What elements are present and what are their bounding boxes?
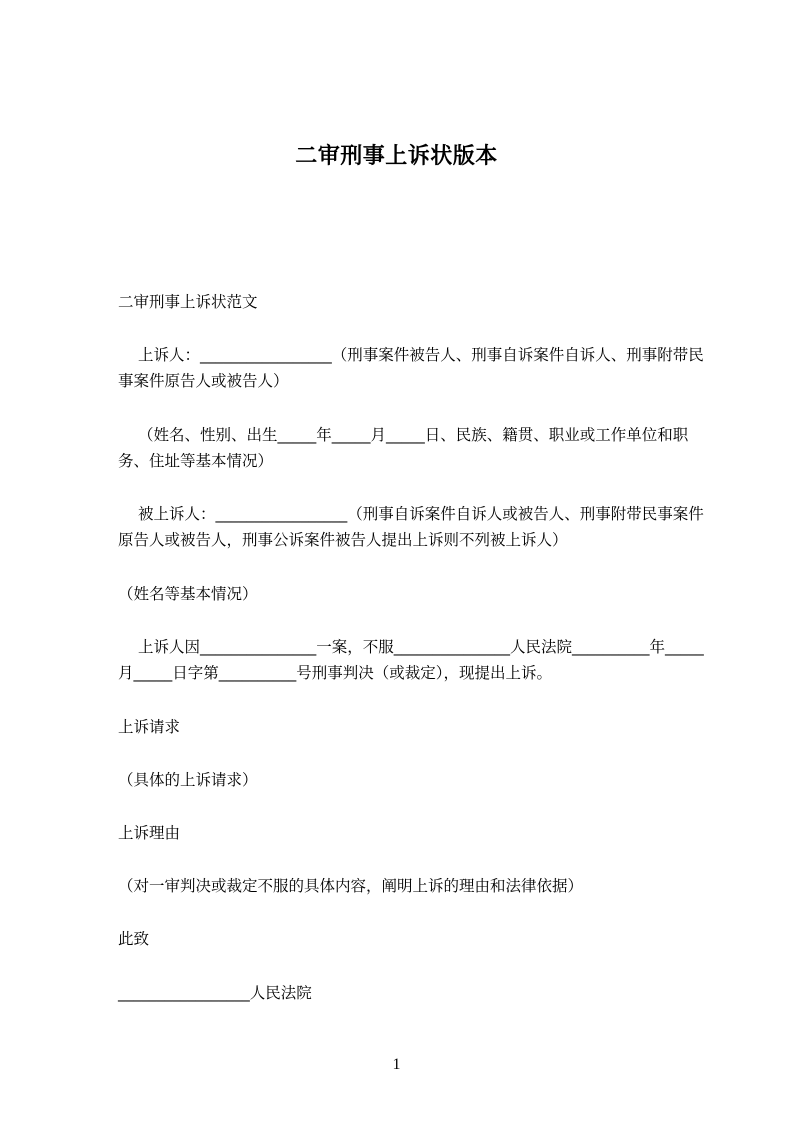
- paragraph-appellee-info: （姓名等基本情况）: [118, 585, 258, 603]
- paragraph-case-statement: 上诉人因_______________一案，不服_______________人民法院__________年_____月_____日字第__________号刑事判决（或裁定），现提出上诉。: [118, 638, 704, 682]
- paragraph-appellant: 上诉人：_________________（刑事案件被告人、刑事自诉案件自诉人、刑事附带民事案件原告人或被告人）: [118, 346, 704, 390]
- paragraph-appellant-info: （姓名、性别、出生_____年_____月_____日、民族、籍贯、职业或工作单位和职务、住址等基本情况）: [118, 426, 689, 470]
- paragraph-request-heading: 上诉请求: [118, 718, 181, 736]
- paragraph-appellee: 被上诉人：_________________（刑事自诉案件自诉人或被告人、刑事附带民事案件原告人或被告人，刑事公诉案件被告人提出上诉则不列被上诉人）: [118, 505, 704, 549]
- paragraph-court: _________________人民法院: [118, 984, 312, 1002]
- page-number: 1: [392, 1056, 401, 1073]
- paragraph-closing: 此致: [118, 930, 150, 948]
- paragraph-reason-body: （对一审判决或裁定不服的具体内容，阐明上诉的理由和法律依据）: [118, 877, 584, 895]
- paragraph-reason-heading: 上诉理由: [118, 824, 181, 842]
- paragraph-heading: 二审刑事上诉状范文: [118, 293, 258, 311]
- document-title: 二审刑事上诉状版本: [295, 144, 498, 169]
- paragraph-request-body: （具体的上诉请求）: [118, 771, 258, 789]
